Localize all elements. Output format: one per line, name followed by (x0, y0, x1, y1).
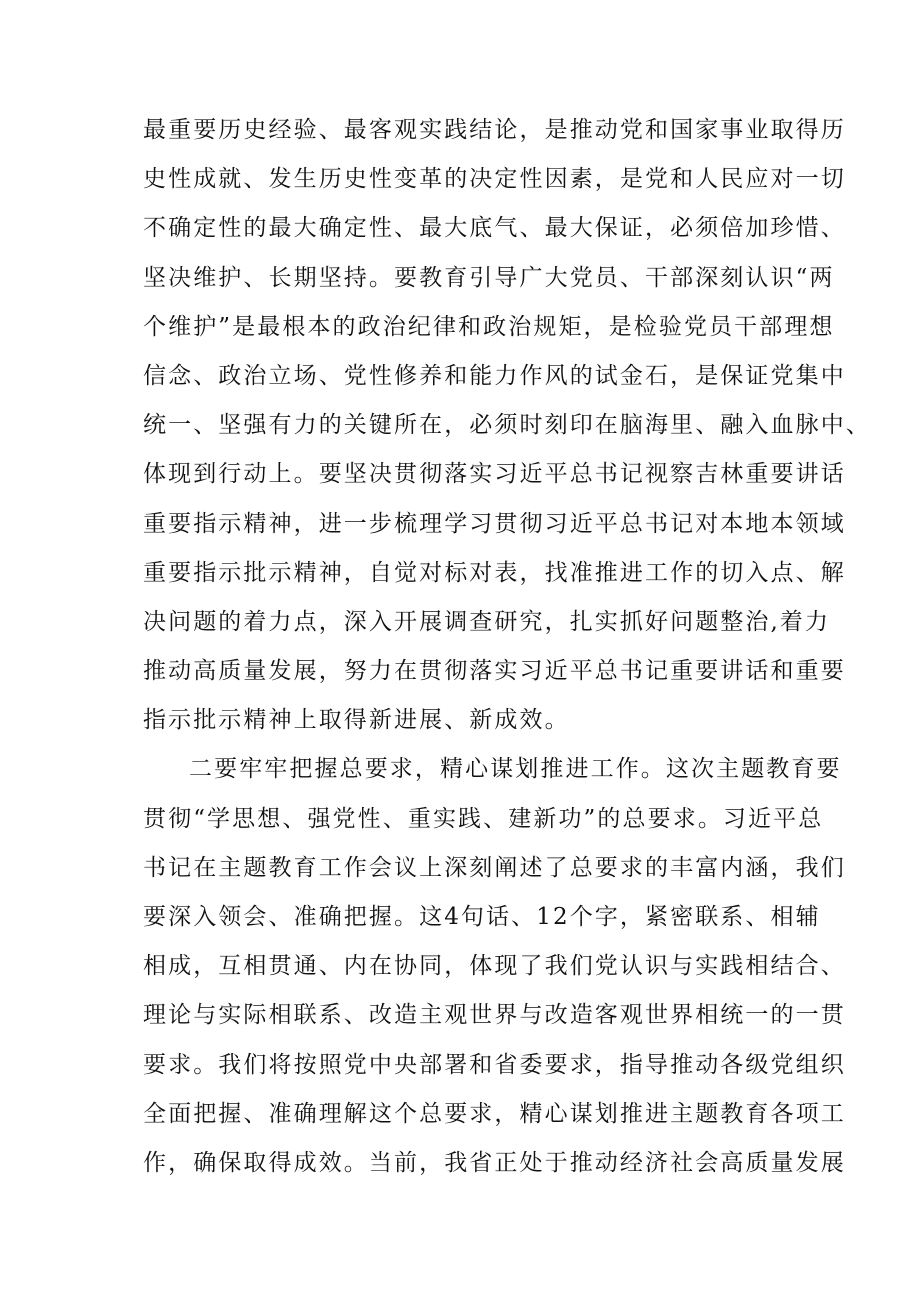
text-line: 坚决维护、长期坚持。要教育引导广大党员、干部深刻认识“两 (143, 264, 835, 291)
text-line: 指示批示精神上取得新进展、新成效。 (143, 707, 570, 734)
text-line: 个维护”是最根本的政治纪律和政治规矩，是检验党员干部理想 (143, 313, 835, 340)
text-line: 不确定性的最大确定性、最大底气、最大保证，必须倍加珍惜、 (143, 215, 846, 242)
body-text (143, 106, 871, 1188)
text-line: 体现到行动上。要坚决贯彻落实习近平总书记视察吉林重要讲话 (143, 461, 846, 488)
text-line: 推动高质量发展，努力在贯彻落实习近平总书记重要讲话和重要 (143, 658, 846, 685)
text-line: 史性成就、发生历史性变革的决定性因素，是党和人民应对一切 (143, 166, 846, 193)
paragraph-1 (143, 106, 871, 745)
text-line: 重要指示批示精神，自觉对标对表，找准推进工作的切入点、解 (143, 559, 846, 586)
text-line: 要深入领会、准确把握。这4句话、12个字，紧密联系、相辅 (143, 904, 821, 930)
text-line: 重要指示精神，进一步梳理学习贯彻习近平总书记对本地本领域 (143, 510, 846, 537)
text-line: 决问题的着力点，深入开展调查研究，扎实抓好问题整治,着力 (143, 608, 831, 635)
text-line: 全面把握、准确理解这个总要求，精心谋划推进主题教育各项工 (143, 1100, 846, 1127)
text-line: 统一、坚强有力的关键所在，必须时刻印在脑海里、融入血脉中、 (143, 412, 871, 439)
paragraph-2 (143, 745, 846, 1188)
text-line: 理论与实际相联系、改造主观世界与改造客观世界相统一的一贯 (143, 1002, 846, 1029)
text-line: 书记在主题教育工作会议上深刻阐述了总要求的丰富内涵，我们 (143, 854, 846, 881)
text-line: 相成，互相贯通、内在协同，体现了我们党认识与实践相结合、 (143, 953, 846, 980)
text-line: 信念、政治立场、党性修养和能力作风的试金石，是保证党集中 (143, 362, 846, 389)
text-line: 二要牢牢把握总要求，精心谋划推进工作。这次主题教育要 (189, 756, 842, 783)
text-line: 贯彻“学思想、强党性、重实践、建新功”的总要求。习近平总 (143, 805, 824, 832)
text-line: 作，确保取得成效。当前，我省正处于推动经济社会高质量发展 (143, 1149, 846, 1176)
text-line: 要求。我们将按照党中央部署和省委要求，指导推动各级党组织 (143, 1051, 846, 1078)
text-line: 最重要历史经验、最客观实践结论，是推动党和国家事业取得历 (143, 117, 846, 143)
